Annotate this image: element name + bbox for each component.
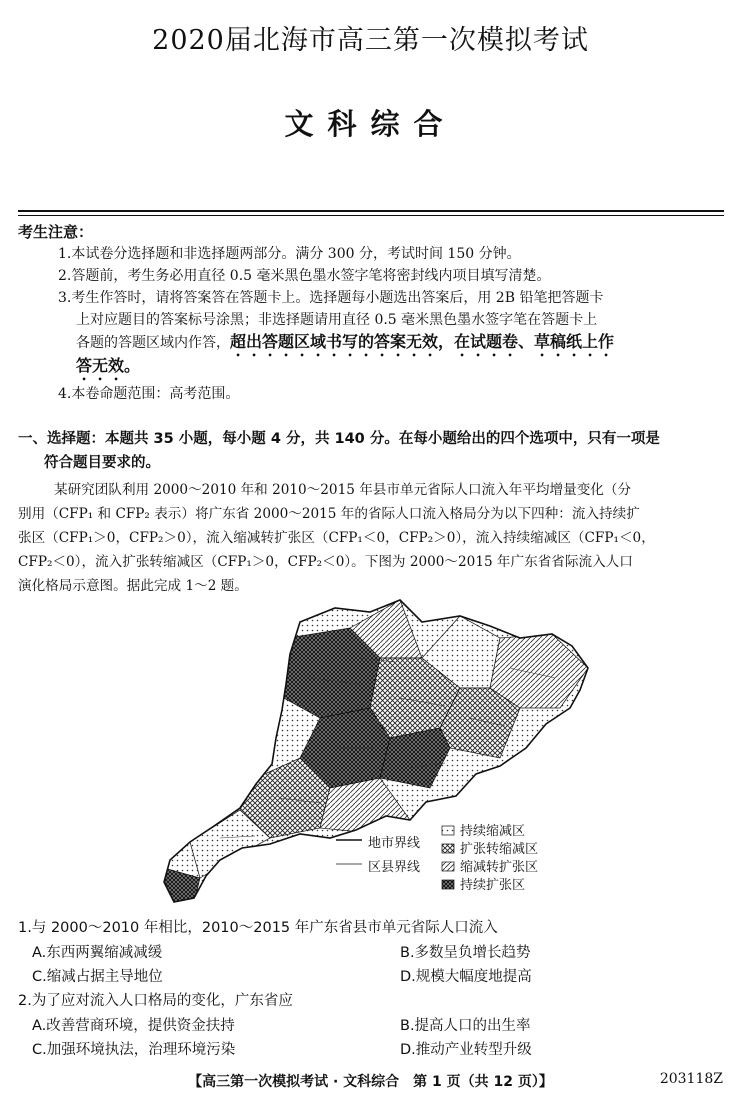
legend-swatch-decrease-to-expand	[442, 862, 454, 871]
passage-line: 某研究团队利用 2000～2010 年和 2010～2015 年县市单元省际人口流入年平均增量变化（分	[54, 482, 632, 498]
legend-label-decrease-to-expand: 缩减转扩张区	[460, 860, 539, 875]
question-option: C.缩减占据主导地位	[32, 969, 163, 985]
passage-line: 演化格局示意图。据此完成 1～2 题。	[18, 578, 248, 594]
legend-swatch-continuous-decrease	[442, 826, 454, 835]
notice-emphasis: 超出答题区域书写的答案无效，在试题卷、草稿纸上作	[230, 332, 615, 351]
legend-label-city-boundary: 地市界线	[368, 836, 421, 851]
exam-title: 2020届北海市高三第一次模拟考试	[152, 25, 589, 56]
legend-label-continuous-decrease: 持续缩减区	[460, 824, 526, 839]
question-option: B.提高人口的出生率	[400, 1018, 531, 1034]
question-stem: 1.与 2000～2010 年相比，2010～2015 年广东省县市单元省际人口流入	[18, 920, 498, 936]
exam-subject: 文科综合	[284, 107, 457, 141]
legend-label-expand-to-decrease: 扩张转缩减区	[460, 842, 539, 857]
header-rule	[18, 210, 724, 212]
passage-line: 别用（CFP₁ 和 CFP₂ 表示）将广东省 2000～2015 年的省际人口流入格局分为以下四种：流入持续扩	[18, 506, 640, 522]
notice-item: 1.本试卷分选择题和非选择题两部分。满分 300 分，考试时间 150 分钟。	[58, 246, 521, 262]
page-footer: 【高三第一次模拟考试 · 文科综合 第 1 页（共 12 页）】	[188, 1074, 553, 1090]
question-option: B.多数呈负增长趋势	[400, 945, 531, 961]
notice-item: 2.答题前，考生务必用直径 0.5 毫米黑色墨水签字笔将密封线内项目填写清楚。	[58, 268, 551, 284]
question-stem: 2.为了应对流入人口格局的变化，广东省应	[18, 993, 293, 1009]
notice-item-continued: 上对应题目的答案标号涂黑；非选择题请用直径 0.5 毫米黑色墨水签字笔在答题卡上	[76, 312, 598, 328]
legend-label-continuous-expand: 持续扩张区	[460, 878, 526, 893]
question-option: A.东西两翼缩减减缓	[32, 945, 163, 961]
notice-item-continued-row	[76, 331, 614, 360]
question-option: A.改善营商环境，提供资金扶持	[32, 1018, 235, 1034]
exam-code: 203118Z	[659, 1071, 723, 1087]
notice-emphasis: 答无效。	[76, 356, 141, 375]
header-rule-thin	[18, 215, 724, 216]
question-option: D.规模大幅度地提高	[400, 969, 532, 985]
notice-emphasis-row	[76, 355, 140, 384]
notice-item: 3.考生作答时，请将答案答在答题卡上。选择题每小题选出答案后，用 2B 铅笔把答题卡	[58, 290, 604, 306]
legend-label-county-boundary: 区县界线	[368, 860, 421, 875]
legend-swatch-expand-to-decrease	[442, 844, 454, 853]
legend-swatch-continuous-expand	[442, 880, 454, 889]
notice-item: 4.本卷命题范围：高考范围。	[58, 386, 240, 402]
section-heading: 一、选择题：本题共 35 小题，每小题 4 分，共 140 分。在每小题给出的四个选项中，只有一项是	[18, 431, 660, 447]
section-heading-continued: 符合题目要求的。	[44, 455, 160, 471]
question-option: C.加强环境执法，治理环境污染	[32, 1042, 236, 1058]
passage-line: 张区（CFP₁＞0，CFP₂＞0），流入缩减转扩张区（CFP₁＜0，CFP₂＞0），流入持续缩减区（CFP₁＜0，	[18, 530, 655, 546]
notice-heading: 考生注意：	[18, 223, 94, 241]
passage-line: CFP₂＜0），流入扩张转缩减区（CFP₁＞0，CFP₂＜0）。下图为 2000～2015 年广东省省际流入人口	[18, 554, 633, 570]
notice-item-continued: 各题的答题区域内作答，	[76, 335, 230, 351]
question-option: D.推动产业转型升级	[400, 1042, 532, 1058]
